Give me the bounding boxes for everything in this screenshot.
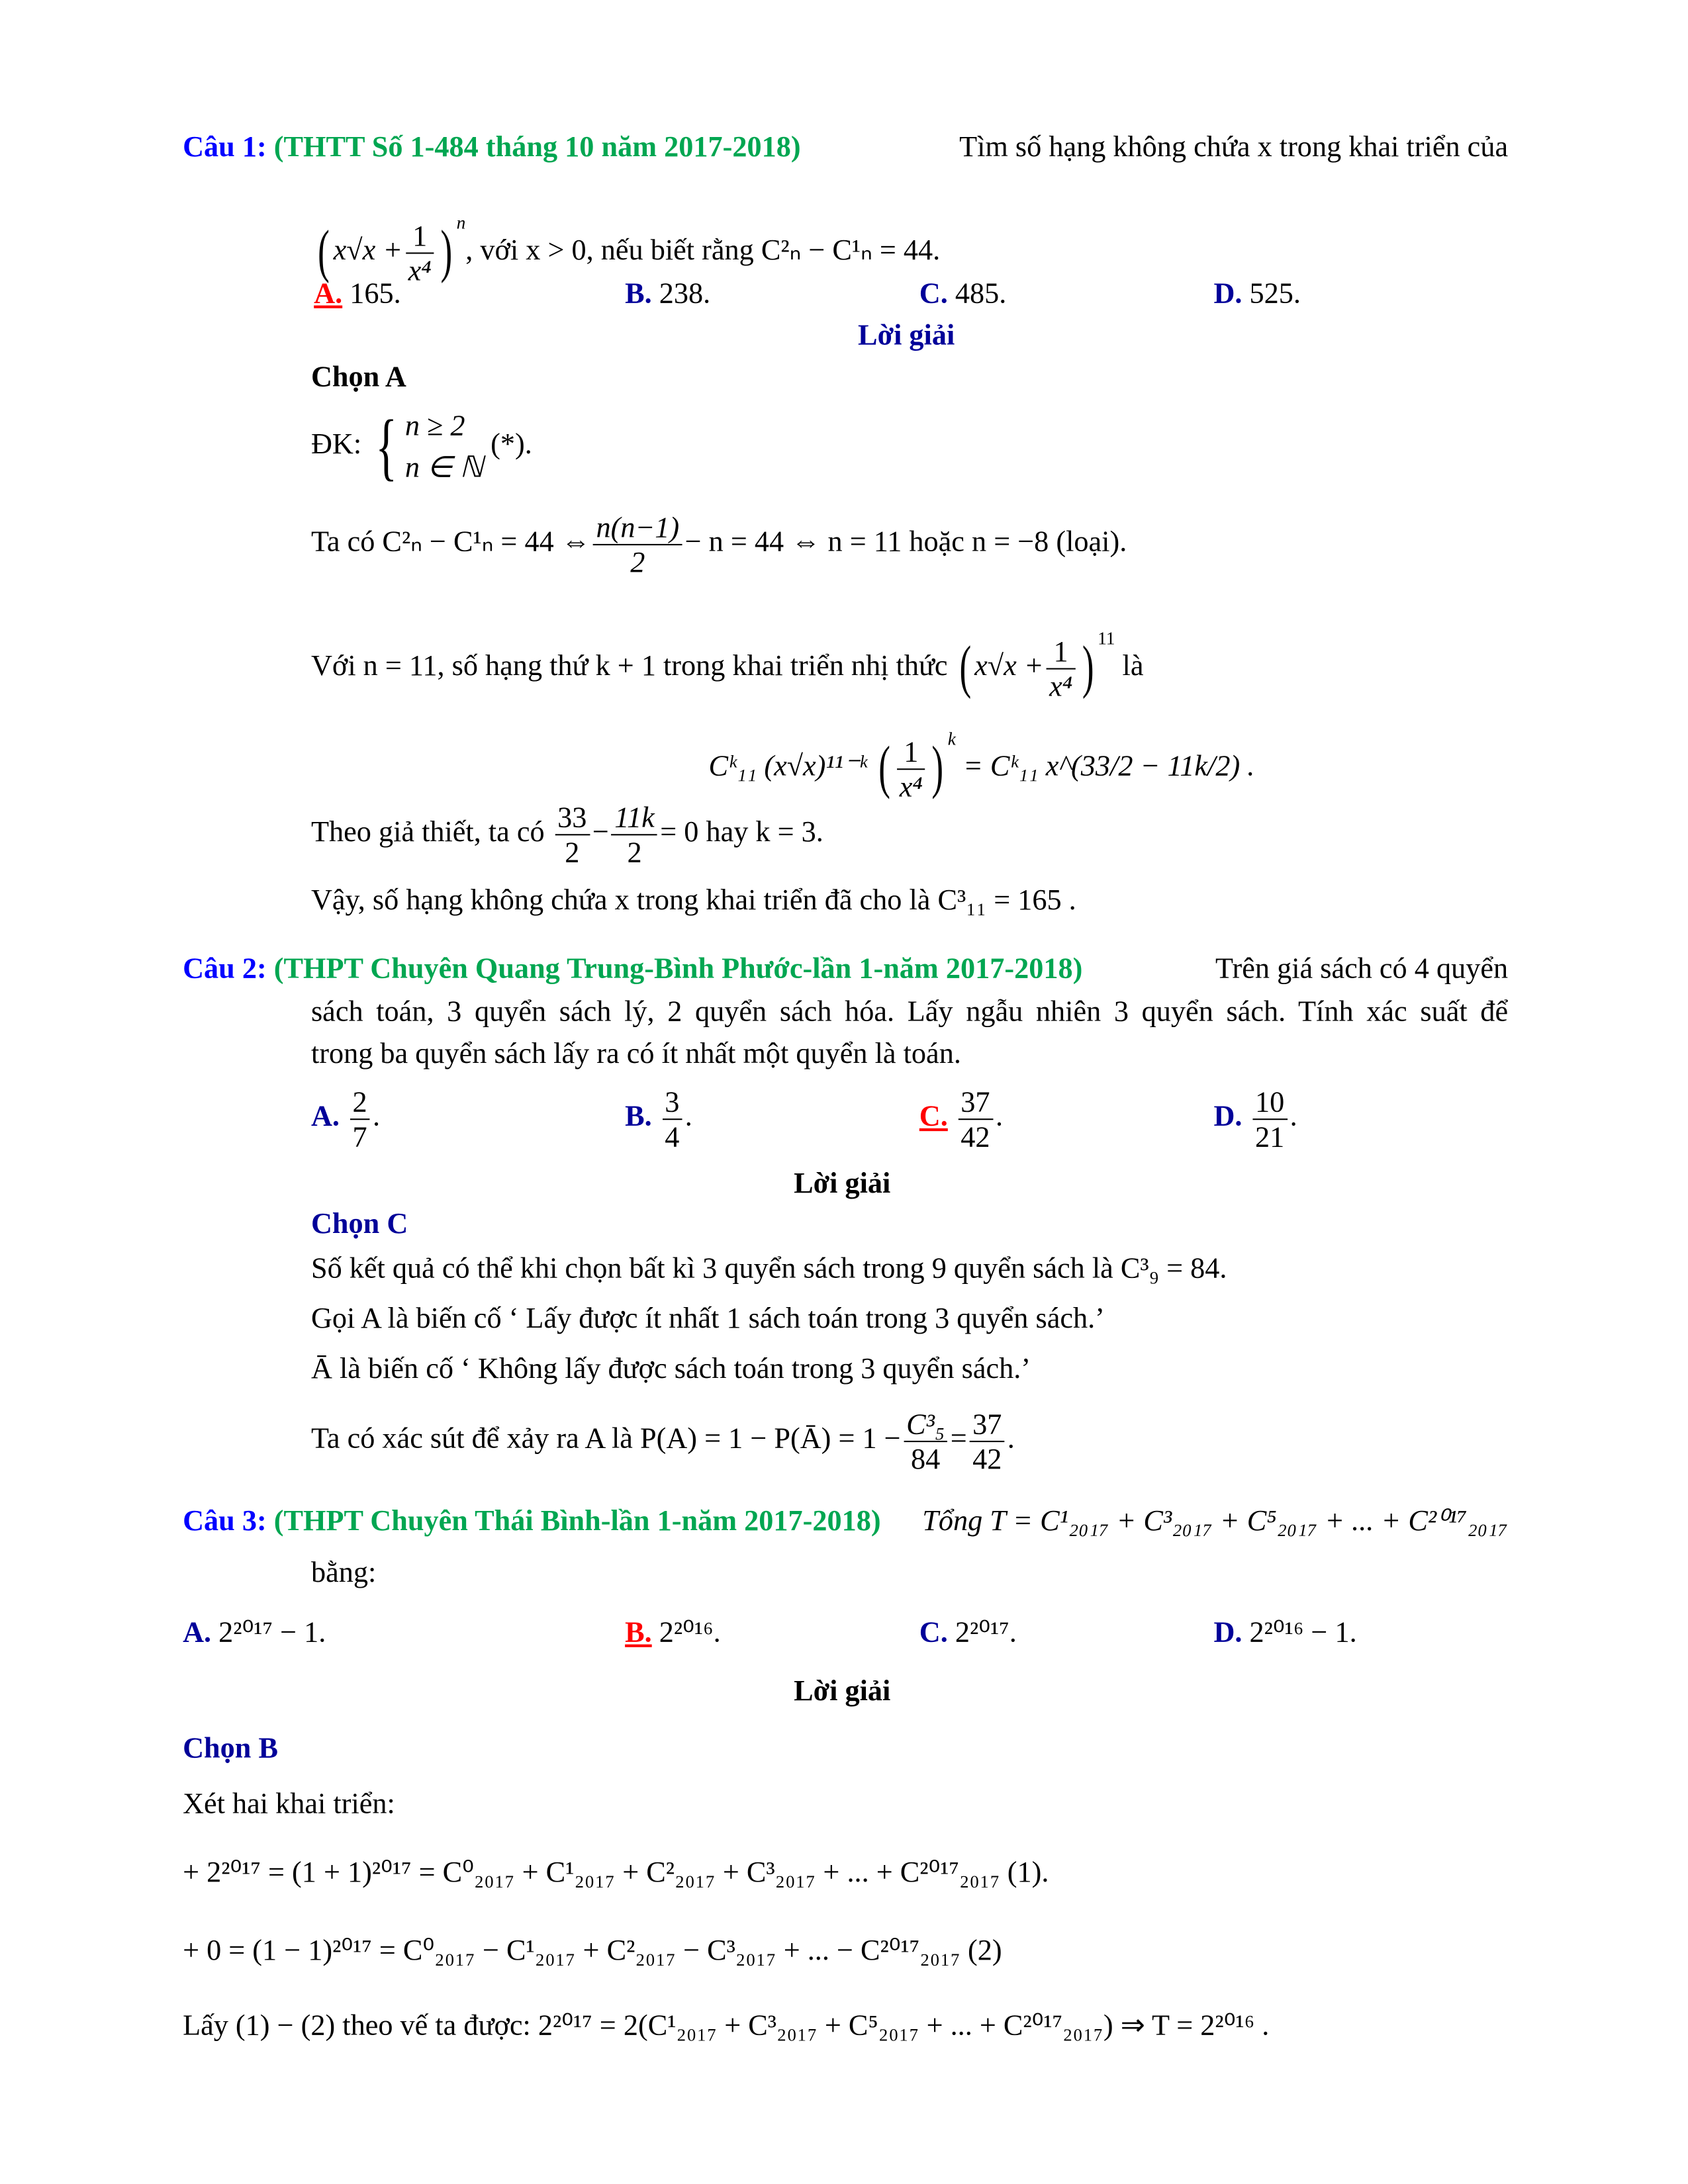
math-text: { [376,404,398,488]
math-text: 4 [665,1119,680,1154]
math-text: A. [183,1615,212,1649]
math-text: A. [314,276,343,310]
q3-step-1: Xét hai khai triển: [183,1786,395,1821]
fraction [1252,1085,1288,1153]
math-text: 2²⁰¹⁶ − 1. [1249,1615,1357,1649]
fraction [897,735,925,803]
math-text: B. [625,1615,652,1649]
math-text: Theo giả thiết, ta có [310,814,545,848]
fraction [970,1407,1005,1475]
math-text: 33 [555,800,590,835]
math-text: là [1122,648,1144,682]
math-text: B. [625,276,652,310]
math-text: x⁴ [1049,668,1073,703]
math-text: Ta có xác sút để xảy ra A là P(A) = 1 − P(Ā) = 1 − [310,1421,901,1455]
q1-choice: Chọn A [310,359,406,394]
q3-step-2: + 2²⁰¹⁷ = (1 + 1)²⁰¹⁷ = C⁰₂₀₁₇ + C¹₂₀₁₇ + C²₂₀₁₇ + C³₂₀₁₇ + ... + C²⁰¹⁷₂₀₁₇ (1). [183,1854,1049,1889]
q1-option-d[interactable] [1213,276,1301,310]
math-text: 37 [970,1407,1005,1442]
math-text: C. [919,276,948,310]
math-text: 84 [911,1441,941,1475]
q1-step-2 [311,597,1144,710]
math-text: − [592,814,609,848]
math-text: 10 [1252,1085,1288,1120]
math-text: 165. [350,276,401,310]
math-text [183,951,1082,985]
q1-text: Tìm số hạng không chứa x trong khai triển của [959,129,1509,163]
q2-text-2: sách toán, 3 quyển sách lý, 2 quyển sách hóa. Lấy ngẫu nhiên 3 quyển sách. Tính xác suất để [310,994,1509,1028]
math-text: 2 [350,1085,370,1120]
math-text: C³₅ [904,1407,948,1442]
math-text: ) [932,737,944,801]
q3-solution-title: Lời giải [794,1673,891,1707]
q1-option-a[interactable] [314,276,401,310]
fraction [958,1085,993,1153]
q2-option-b[interactable]: B. $\frac{3}{4}$ . [625,1084,692,1154]
q1-option-b[interactable] [625,276,710,310]
math-text: 2²⁰¹⁷ − 1. [218,1615,326,1649]
math-text: Ta có C²ₙ − C¹ₙ = 44 ⇔ [310,524,591,558]
q3-text-2: bằng: [310,1555,377,1589]
q1-header [183,130,1508,163]
math-text: 42 [961,1119,990,1154]
math-text: ĐK: [310,426,362,461]
math-text: . [1007,1421,1015,1455]
math-text: ) [440,220,453,285]
q3-label: Câu 3: [183,1503,267,1537]
q3-option-b[interactable] [625,1615,721,1649]
q2-text-3: trong ba quyển sách lấy ra có ít nhất một quyển là toán. [310,1036,961,1070]
math-text: ( [959,636,971,701]
math-text: B. [625,1099,652,1133]
q3-step-4: Lấy (1) − (2) theo vế ta được: 2²⁰¹⁷ = 2(C¹₂₀₁₇ + C³₂₀₁₇ + C⁵₂₀₁₇ + ... + C²⁰¹⁷₂₀₁₇) ⇒ T = 2²⁰¹⁶ . [183,2008,1270,2042]
fraction [593,510,682,578]
math-text: ( [878,737,890,801]
math-text: 37 [958,1085,993,1120]
math-text: Với n = 11, số hạng thứ k + 1 trong khai triển nhị thức [310,648,948,682]
q3-option-c[interactable] [919,1615,1017,1649]
math-text: 1 [897,735,925,770]
q1-step-5: Vậy, số hạng không chứa x trong khai triển đã cho là C³₁₁ = 165 . [310,882,1076,917]
math-text: 2 [630,545,645,578]
math-text: 1 [1047,634,1075,669]
q3-source: (THPT Chuyên Thái Bình-lần 1-năm 2017-2018) [273,1503,881,1537]
q2-step-4 [311,1402,1015,1475]
math-text: 2²⁰¹⁷. [955,1615,1017,1649]
q2-step-1: Số kết quả có thể khi chọn bất kì 3 quyển sách trong 9 quyển sách là C³₉ = 84. [310,1251,1227,1285]
fraction [904,1407,948,1475]
q1-expr-fraction [405,218,434,287]
q2-step-2: Gọi A là biến cố ‘ Lấy được ít nhất 1 sách toán trong 3 quyển sách.’ [310,1301,1105,1335]
math-text: 1 [405,218,434,253]
q2-option-c[interactable]: C. $\frac{37}{42}$ . [919,1084,1004,1154]
math-text: A. [310,1099,340,1133]
math-text: x⁴ [899,769,923,803]
math-text: k [947,728,956,749]
math-text: 42 [972,1441,1002,1475]
q1-option-c[interactable] [919,276,1007,310]
q3-choice: Chọn B [183,1731,278,1764]
math-text: D. [1213,276,1243,310]
q1-label: Câu 1: [183,129,267,163]
math-text [405,405,483,488]
q2-step-3: Ā là biến cố ‘ Không lấy được sách toán trong 3 quyển sách.’ [310,1351,1031,1385]
q3-header [183,1504,1508,1537]
math-text: (*). [491,426,532,461]
math-text [183,1504,881,1537]
q3-step-3: + 0 = (1 − 1)²⁰¹⁷ = C⁰₂₀₁₇ − C¹₂₀₁₇ + C²₂₀₁₇ − C³₂₀₁₇ + ... − C²⁰¹⁷₂₀₁₇ (2) [183,1933,1002,1967]
math-text: = [950,1421,967,1455]
q2-choice: Chọn C [310,1206,408,1240]
q2-source: (THPT Chuyên Quang Trung-Bình Phước-lần 1-năm 2017-2018) [273,951,1083,985]
q3-option-d[interactable] [1213,1615,1356,1649]
math-text: 21 [1254,1119,1285,1154]
math-text: 11k [612,800,657,835]
math-text: n ≥ 2 [404,408,465,443]
fraction [662,1085,682,1153]
math-text: ) [1082,636,1094,701]
math-text: 2 [565,835,580,869]
math-text: 485. [955,276,1007,310]
math-text: D. [1213,1615,1243,1649]
q2-header [183,951,1508,985]
q1-source: (THTT Số 1-484 tháng 10 năm 2017-2018) [273,129,801,163]
math-text: C. [919,1615,948,1649]
math-text: 3 [662,1085,682,1120]
math-text: 525. [1249,276,1301,310]
fraction [1047,634,1075,702]
q1-condition-dk [311,402,532,488]
q1-solution-title: Lời giải [858,318,955,352]
math-text: D. [1213,1099,1243,1133]
math-text [183,130,801,163]
math-text: x√x + [974,648,1044,682]
math-text: Cᵏ₁₁ (x√x)¹¹⁻ᵏ [708,749,867,783]
q1-expr-power: n [456,212,466,233]
math-text: 238. [659,276,711,310]
math-text: 7 [352,1119,367,1154]
math-text: 11 [1098,627,1115,649]
math-text: C. [919,1099,948,1133]
q1-step-1 [311,502,1127,580]
math-text: 2 [627,835,642,869]
math-text: x⁴ [408,253,432,287]
math-text: n ∈ ℕ [404,451,484,484]
math-text: − n = 44 ⇔ n = 11 hoặc n = −8 (loại). [684,524,1127,558]
q2-solution-title: Lời giải [794,1165,891,1200]
q2-text-1: Trên giá sách có 4 quyển [1215,951,1509,985]
q2-label: Câu 2: [183,951,267,985]
math-text: n(n−1) [593,510,682,545]
q3-option-a[interactable] [183,1615,326,1649]
q1-step-4 [311,792,823,870]
q2-option-a[interactable]: A. $\frac{2}{7}$ . [310,1084,381,1154]
q3-text-1: Tổng T = C¹₂₀₁₇ + C³₂₀₁₇ + C⁵₂₀₁₇ + ... + C²⁰¹⁷₂₀₁₇ [922,1503,1509,1537]
q2-option-d[interactable]: D. $\frac{10}{21}$ . [1213,1084,1297,1154]
math-text: = Cᵏ₁₁ x^(33/2 − 11k/2) . [962,749,1255,783]
math-text: = 0 hay k = 3. [660,814,823,848]
q1-condition: , với x > 0, nếu biết rằng C²ₙ − C¹ₙ = 44. [465,232,941,267]
math-text: ( [318,220,330,285]
fraction [350,1085,370,1153]
q1-expr-term: x√x + [333,232,403,267]
fraction [555,800,590,868]
math-text: 2²⁰¹⁶. [659,1615,721,1649]
fraction [612,800,657,868]
